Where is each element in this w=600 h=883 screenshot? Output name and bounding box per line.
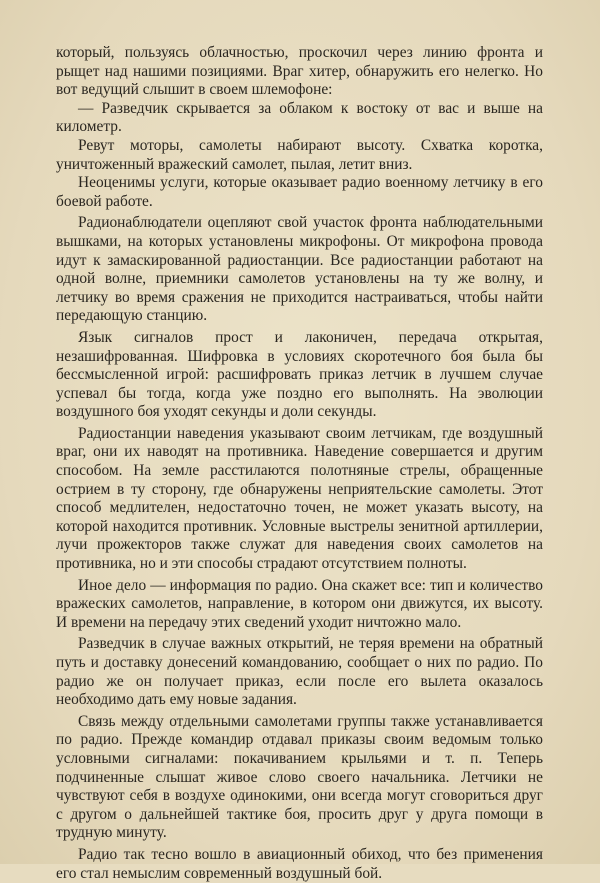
paragraph-11: Радио так тесно вошло в авиационный обиход, что без применения его стал немыслим современный воздушный бой. [56,845,543,882]
paragraph-6: Язык сигналов прост и лаконичен, передача открытая, незашифрованная. Шифровка в условиях скоротечного боя была бы бессмысленной игрой: расшифровать приказ летчик в лучшем случае успевал бы тогда, когда уже поздно его выполнять. На эволюции воздушного боя уходят секунды и доли секунды. [56,328,543,421]
paragraph-3: Ревут моторы, самолеты набирают высоту. Схватка коротка, уничтоженный вражеский самолет, пылая, летит вниз. [56,136,543,173]
paragraph-8: Иное дело — информация по радио. Она скажет все: тип и количество вражеских самолетов, направление, в котором они движутся, их высоту. И времени на передачу этих сведений уходит ничтожно мало. [56,576,543,631]
page-text [56,44,543,883]
paragraph-7: Радиостанции наведения указывают своим летчикам, где воздушный враг, они их наводят на противника. Наведение совершается и другим способом. На земле расстилаются полотняные стрелы, обращенные острием в ту сторону, где обнаружены неприятельские самолеты. Этот способ медлителен, недостаточно точен, не может указать высоту, на которой находится противник. Условные выстрелы зенитной артиллерии, лучи прожекторов также служат для наведения своих самолетов на противника, но и эти способы страдают отсутствием полноты. [56,424,543,573]
paragraph-4: Неоценимы услуги, которые оказывает радио военному летчику в его боевой работе. [56,174,543,210]
paragraph-5: Радионаблюдатели оцепляют свой участок фронта наблюдательными вышками, на которых установлены микрофоны. От микрофона провода идут к замаскированной радиостанции. Все радиостанции работают на одной волне, приемники самолетов установлены на ту же волну, и летчику во время сражения не приходится настраиваться, чтобы найти передающую станцию. [56,214,543,325]
paragraph-9: Разведчик в случае важных открытий, не теряя времени на обратный путь и доставку донесений командованию, сообщает о них по радио. По радио же он получает приказ, если после его вылета оказалось необходимо дать ему новые задания. [56,635,543,709]
paragraph-1: который, пользуясь облачностью, проскочил через линию фронта и рыщет над нашими позициями. Враг хитер, обнаружить его нелегко. Но вот ведущий слышит в своем шлемофоне: [56,44,543,99]
paragraph-10: Связь между отдельными самолетами группы также устанавливается по радио. Прежде командир отдавал приказы своим ведомым только условными сигналами: покачиванием крыльями и т. п. Теперь подчиненные слышат живое слово своего начальника. Летчики не чувствуют себя в воздухе одинокими, они всегда могут сговориться друг с другом о дальнейшей тактике боя, просить друг у друга помощи в трудную минуту. [56,712,543,842]
paragraph-2: — Разведчик скрывается за облаком к востоку от вас и выше на километр. [56,99,543,136]
